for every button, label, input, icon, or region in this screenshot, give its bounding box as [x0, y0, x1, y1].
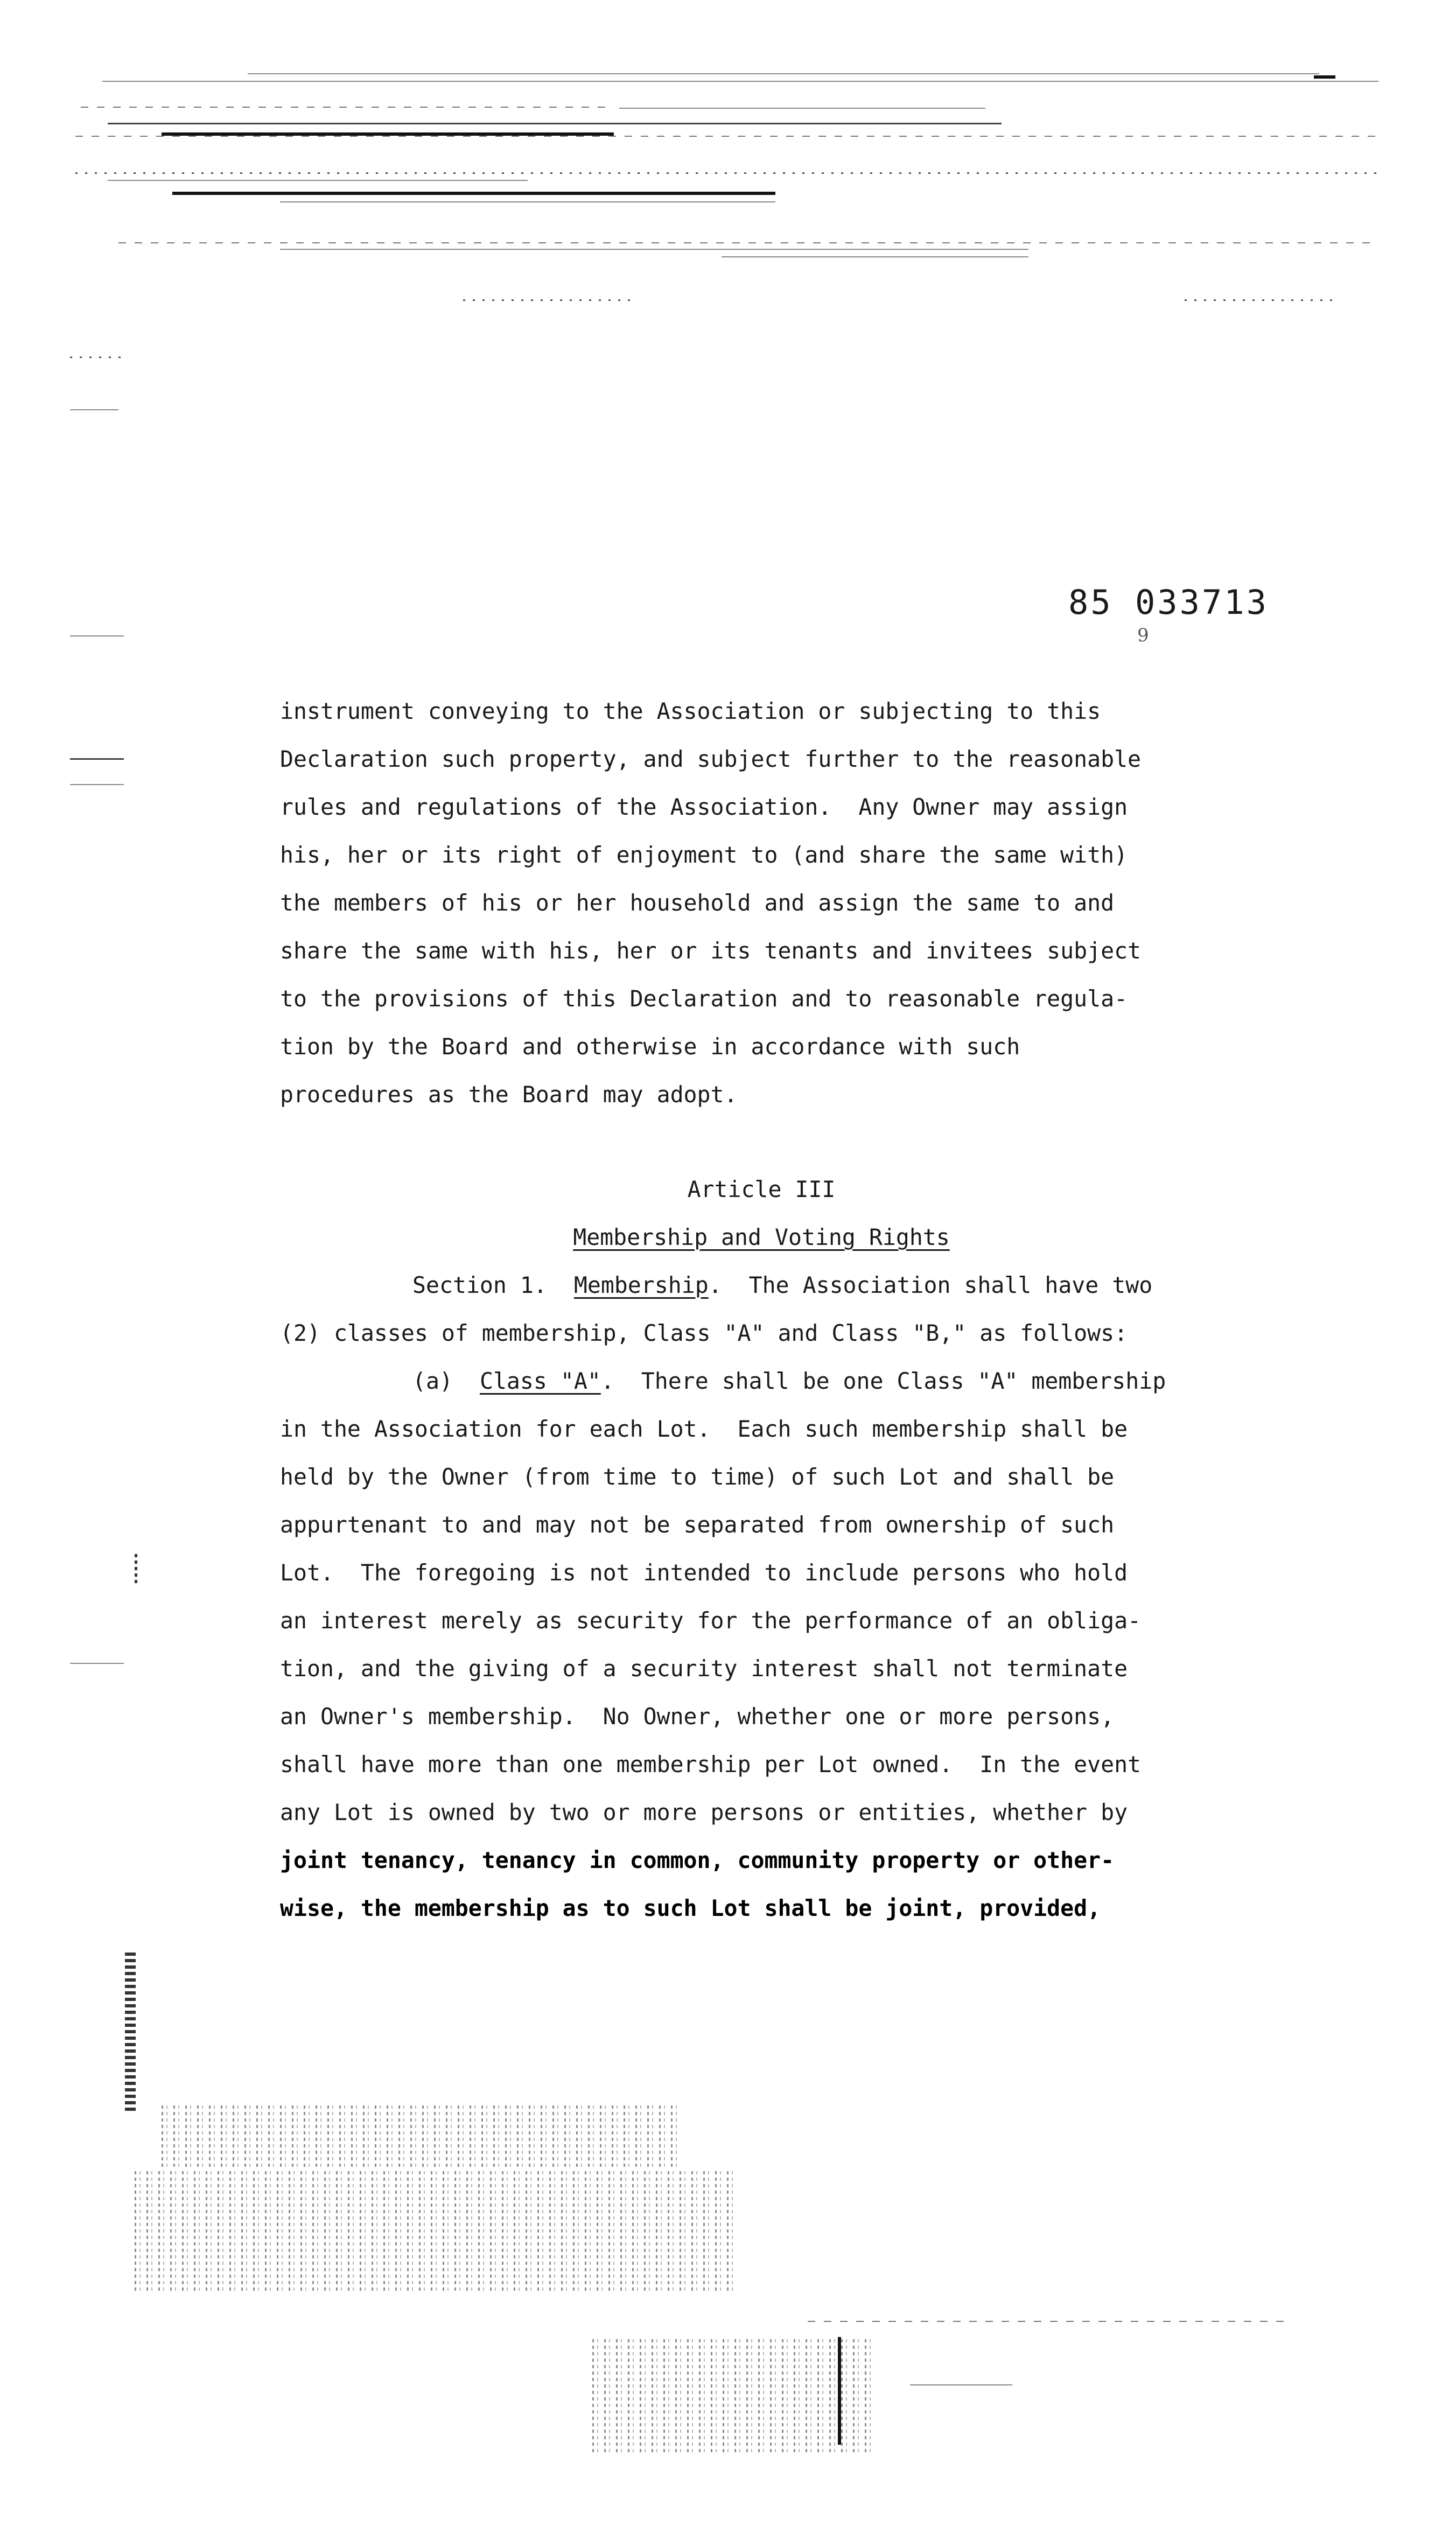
body-text-line: tion by the Board and otherwise in accordance with such	[280, 1033, 1020, 1060]
body-text-line: tion, and the giving of a security interest shall not terminate	[280, 1655, 1128, 1682]
scan-artifact-line	[280, 249, 1028, 250]
scan-artifact-block	[592, 2337, 872, 2455]
scan-artifact-mark	[70, 1663, 124, 1664]
body-text-line: procedures as the Board may adopt.	[280, 1081, 738, 1108]
scan-artifact-line	[1185, 299, 1335, 301]
section-1-line	[412, 1274, 1152, 1297]
scan-artifact-line	[102, 81, 1378, 82]
body-text-line: held by the Owner (from time to time) of such Lot and shall be	[280, 1464, 1115, 1490]
scan-artifact-mark	[125, 1949, 136, 2111]
scan-artifact-line	[248, 73, 1319, 74]
body-text-line: wise, the membership as to such Lot shall be joint, provided,	[280, 1895, 1101, 1921]
scan-artifact-mark	[70, 784, 124, 785]
scan-artifact-mark	[70, 758, 124, 760]
scan-artifact-line	[81, 107, 614, 108]
body-text-line: instrument conveying to the Association or subjecting to this	[280, 698, 1101, 724]
body-text-line: an interest merely as security for the performance of an obliga-	[280, 1607, 1142, 1634]
scan-artifact-block	[135, 2170, 738, 2294]
body-text-line: Lot. The foregoing is not intended to include persons who hold	[280, 1559, 1128, 1586]
body-text-line: (2) classes of membership, Class "A" and Class "B," as follows:	[280, 1320, 1128, 1346]
section-1-prefix: Section 1.	[412, 1272, 547, 1298]
scan-artifact-mark	[135, 1551, 137, 1583]
body-text-line: joint tenancy, tenancy in common, community property or other-	[280, 1847, 1115, 1873]
body-text-line: an Owner's membership. No Owner, whether one or more persons,	[280, 1703, 1115, 1730]
scan-artifact-mark	[70, 409, 118, 410]
section-1-title: Membership	[573, 1272, 709, 1298]
body-text-line: his, her or its right of enjoyment to (and share the same with)	[280, 842, 1128, 868]
article-heading: Article III	[687, 1176, 836, 1202]
body-text-line: in the Association for each Lot. Each such membership shall be	[280, 1416, 1128, 1442]
subsection-a-prefix: (a)	[412, 1368, 453, 1394]
scan-artifact-mark	[70, 356, 124, 358]
subsection-a-title: Class "A"	[479, 1368, 601, 1394]
body-text-line: any Lot is owned by two or more persons or entities, whether by	[280, 1799, 1128, 1825]
scan-artifact-line	[808, 2321, 1292, 2322]
scan-artifact-line	[172, 192, 775, 195]
scan-artifact-mark	[838, 2337, 841, 2445]
subsection-a-text: . There shall be one Class "A" membership	[600, 1368, 1166, 1394]
scan-artifact-line	[722, 256, 1028, 257]
recording-number: 85 033713	[1068, 583, 1269, 622]
scan-artifact-line	[619, 108, 985, 109]
scan-artifact-line	[75, 136, 1378, 137]
scan-artifact-block	[162, 2105, 678, 2170]
body-text-line: Declaration such property, and subject further to the reasonable	[280, 746, 1142, 772]
body-text-line: appurtenant to and may not be separated from ownership of such	[280, 1512, 1115, 1538]
scan-artifact-line	[910, 2384, 1012, 2385]
scan-artifact-line	[280, 201, 775, 202]
body-text-line: rules and regulations of the Association. Any Owner may assign	[280, 794, 1128, 820]
scan-artifact-line	[75, 172, 1378, 174]
body-text-line: to the provisions of this Declaration and to reasonable regula-	[280, 985, 1128, 1012]
article-title: Membership and Voting Rights	[573, 1224, 950, 1250]
subsection-a-line	[412, 1370, 1166, 1393]
scan-artifact-line	[108, 180, 528, 181]
body-text-line: shall have more than one membership per Lot owned. In the event	[280, 1751, 1142, 1778]
page-number: 9	[1137, 625, 1149, 646]
scan-artifact-line	[108, 123, 1002, 124]
section-1-text: . The Association shall have two	[708, 1272, 1153, 1298]
body-text-line: the members of his or her household and assign the same to and	[280, 890, 1115, 916]
scan-artifact-line	[1314, 75, 1335, 79]
scan-artifact-mark	[70, 635, 124, 636]
scan-artifact-line	[118, 242, 1378, 243]
body-text-line: share the same with his, her or its tenants and invitees subject	[280, 937, 1142, 964]
scan-artifact-line	[463, 299, 635, 301]
